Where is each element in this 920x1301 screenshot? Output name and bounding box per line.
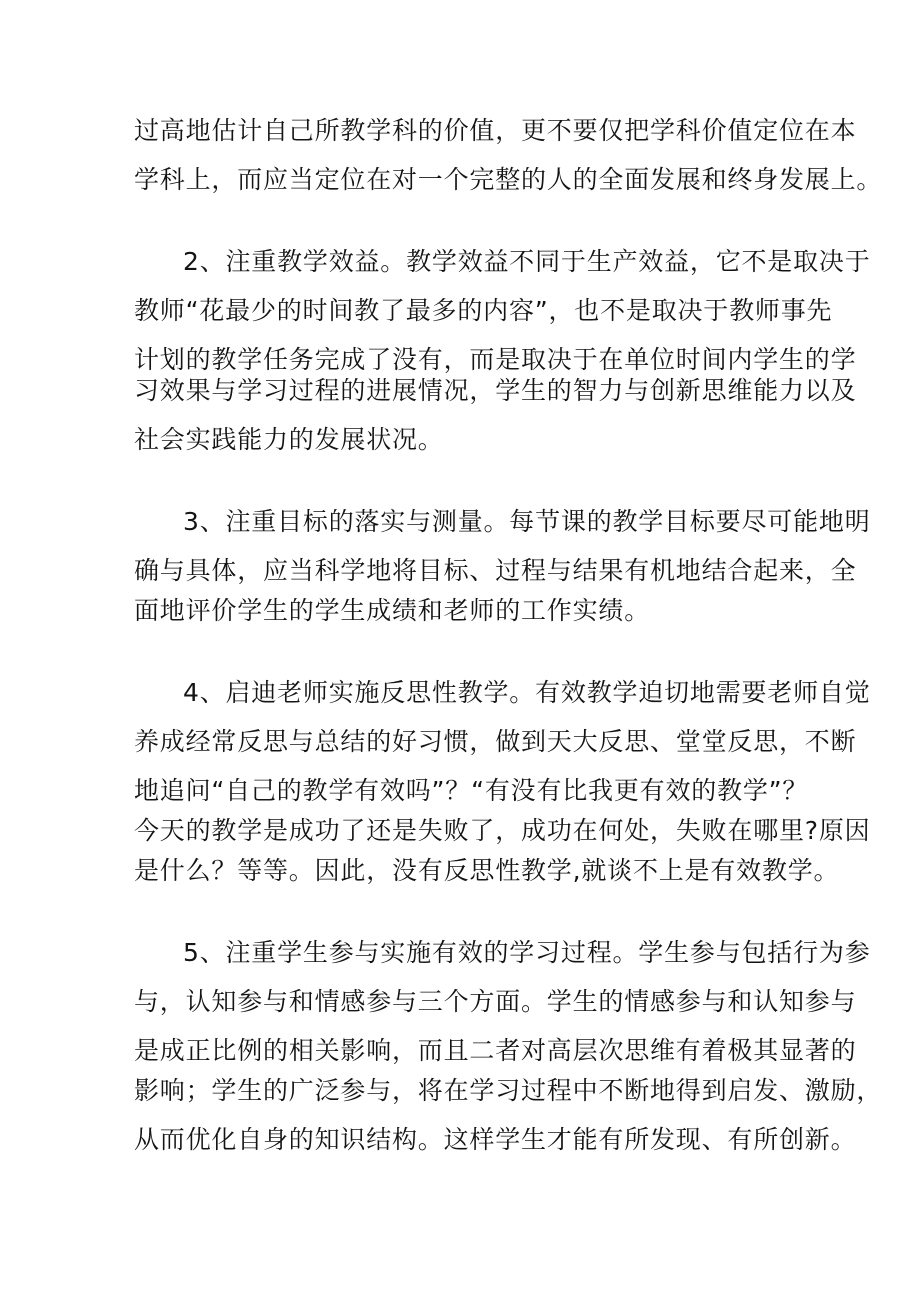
text-line: 确与具体，应当科学地将目标、过程与结果有机地结合起来，全: [134, 556, 857, 585]
text-line: 影响；学生的广泛参与，将在学习过程中不断地得到启发、激励，: [134, 1076, 883, 1105]
text-line: 社会实践能力的发展状况。: [134, 425, 444, 454]
text-line: 今天的教学是成功了还是失败了，成功在何处，失败在哪里?原因: [134, 816, 871, 845]
text-line: 与，认知参与和情感参与三个方面。学生的情感参与和认知参与: [134, 987, 857, 1016]
text-line: 地追问“自己的教学有效吗”？“有没有比我更有效的教学”？: [134, 776, 809, 805]
paragraph-2-first-line: 2、注重教学效益。教学效益不同于生产效益，它不是取决于: [183, 247, 871, 276]
text-line: 养成经常反思与总结的好习惯，做到天大反思、堂堂反思，不断: [134, 727, 857, 756]
text-line: 教师“花最少的时间教了最多的内容”，也不是取决于教师事先: [134, 296, 833, 325]
text-line: 计划的教学任务完成了没有，而是取决于在单位时间内学生的学: [134, 345, 857, 374]
text-line: 学科上，而应当定位在对一个完整的人的全面发展和终身发展上。: [134, 165, 883, 194]
paragraph-3-first-line: 3、注重目标的落实与测量。每节课的教学目标要尽可能地明: [183, 507, 871, 536]
text-line: 是成正比例的相关影响，而且二者对高层次思维有着极其显著的: [134, 1036, 857, 1065]
text-line: 过高地估计自己所教学科的价值，更不要仅把学科价值定位在本: [134, 116, 857, 145]
text-line: 是什么？等等。因此，没有反思性教学,就谈不上是有效教学。: [134, 856, 840, 885]
text-line: 从而优化自身的知识结构。这样学生才能有所发现、有所创新。: [134, 1125, 857, 1154]
paragraph-5-first-line: 5、注重学生参与实施有效的学习过程。学生参与包括行为参: [183, 938, 871, 967]
text-line: 习效果与学习过程的进展情况，学生的智力与创新思维能力以及: [134, 376, 857, 405]
paragraph-4-first-line: 4、启迪老师实施反思性教学。有效教学迫切地需要老师自觉: [183, 678, 871, 707]
text-line: 面地评价学生的学生成绩和老师的工作实绩。: [134, 596, 651, 625]
